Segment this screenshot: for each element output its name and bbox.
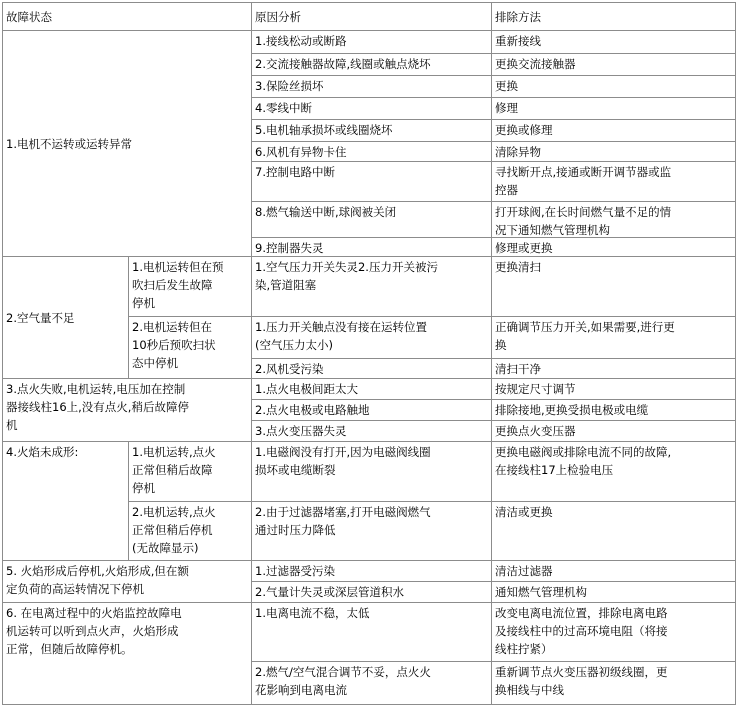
cause-text: 2.点火电极或电路触地: [255, 403, 370, 417]
symptom-cell: [2, 602, 252, 705]
remedy-cell: [491, 75, 736, 98]
remedy-text: 重新调节点火变压器初级线圈，更 换相线与中线: [495, 665, 668, 697]
cause-cell: [251, 378, 492, 400]
remedy-text: 修理: [495, 101, 518, 115]
symptom-cell: [2, 256, 129, 379]
remedy-text: 排除接地,更换受损电极或电缆: [495, 403, 649, 417]
sub-symptom-cell: [128, 316, 252, 379]
cause-text: 1.接线松动或断路: [255, 34, 347, 48]
cause-text: 3.点火变压器失灵: [255, 424, 347, 438]
cause-text: 2.由于过滤器堵塞,打开电磁阀燃气 通过时压力降低: [255, 505, 431, 537]
header-fault-state-text: 故障状态: [6, 9, 52, 24]
remedy-text: 更换清扫: [495, 260, 541, 274]
remedy-cell: [491, 602, 736, 662]
remedy-cell: [491, 201, 736, 238]
sub-symptom-cell: [128, 441, 252, 502]
cause-text: 2.燃气/空气混合调节不妥，点火火 花影响到电离电流: [255, 665, 431, 697]
sub-symptom-text: 2.电机运转但在 10秒后预吹扫状 态中停机: [132, 320, 216, 370]
remedy-cell: [491, 161, 736, 202]
cause-text: 6.风机有异物卡住: [255, 145, 347, 159]
symptom-text: 3.点火失败,电机运转,电压加在控制 器接线柱16上,没有点火,稍后故障停 机: [6, 382, 189, 432]
cause-cell: [251, 661, 492, 705]
cause-cell: [251, 201, 492, 238]
symptom-text: 4.火焰未成形:: [6, 445, 79, 459]
remedy-text: 打开球阀,在长时间燃气量不足的情 况下通知燃气管理机构: [495, 205, 672, 237]
cause-cell: [251, 560, 492, 582]
remedy-text: 清洁或更换: [495, 505, 553, 519]
troubleshooting-table: [2, 2, 736, 705]
cause-text: 3.保险丝损坏: [255, 79, 324, 93]
remedy-cell: [491, 30, 736, 54]
remedy-cell: [491, 661, 736, 705]
remedy-cell: [491, 581, 736, 603]
cause-text: 1.电离电流不稳，太低: [255, 606, 370, 620]
remedy-cell: [491, 119, 736, 142]
cause-text: 7.控制电路中断: [255, 165, 335, 179]
cause-text: 2.交流接触器故障,线圈或触点烧坏: [255, 57, 431, 71]
cause-cell: [251, 75, 492, 98]
cause-cell: [251, 119, 492, 142]
symptom-cell: [2, 560, 252, 603]
remedy-cell: [491, 399, 736, 421]
sub-symptom-text: 1.电机运转,点火 正常但稍后故障 停机: [132, 445, 216, 495]
remedy-text: 清洁过滤器: [495, 564, 553, 578]
cause-text: 1.空气压力开关失灵2.压力开关被污 染,管道阻塞: [255, 260, 438, 292]
sub-symptom-text: 2.电机运转,点火 正常但稍后停机 (无故障显示): [132, 505, 216, 555]
header-remedy-text: 排除方法: [495, 9, 541, 24]
header-fault-state: [2, 2, 252, 31]
remedy-cell: [491, 358, 736, 379]
symptom-cell: [2, 30, 252, 257]
symptom-text: 5. 火焰形成后停机,火焰形成,但在额 定负荷的高运转情况下停机: [6, 564, 189, 596]
remedy-cell: [491, 256, 736, 317]
remedy-cell: [491, 378, 736, 400]
cause-text: 1.点火电极间距太大: [255, 382, 358, 396]
cause-cell: [251, 358, 492, 379]
cause-text: 5.电机轴承损坏或线圈烧坏: [255, 123, 393, 137]
sub-symptom-cell: [128, 256, 252, 317]
remedy-text: 正确调节压力开关,如果需要,进行更 换: [495, 320, 675, 352]
remedy-cell: [491, 560, 736, 582]
cause-text: 1.过滤器受污染: [255, 564, 335, 578]
symptom-cell: [2, 441, 129, 561]
cause-cell: [251, 316, 492, 359]
cause-cell: [251, 237, 492, 257]
remedy-text: 按规定尺寸调节: [495, 382, 576, 396]
header-cause: [251, 2, 492, 31]
remedy-text: 改变电离电流位置，排除电离电路 及接线柱中的过高环境电阻（将接 线柱拧紧）: [495, 606, 668, 656]
remedy-text: 更换交流接触器: [495, 57, 576, 71]
cause-cell: [251, 141, 492, 162]
cause-text: 2.风机受污染: [255, 362, 324, 376]
remedy-text: 更换点火变压器: [495, 424, 576, 438]
remedy-cell: [491, 141, 736, 162]
remedy-text: 重新接线: [495, 34, 541, 48]
sub-symptom-cell: [128, 501, 252, 561]
symptom-text: 1.电机不运转或运转异常: [6, 136, 132, 151]
cause-text: 2.气量计失灵或深层管道积水: [255, 585, 404, 599]
cause-text: 1.压力开关触点没有接在运转位置 (空气压力太小): [255, 320, 427, 352]
remedy-text: 清扫干净: [495, 362, 541, 376]
remedy-text: 更换: [495, 79, 518, 93]
cause-text: 4.零线中断: [255, 101, 312, 115]
header-remedy: [491, 2, 736, 31]
symptom-text: 6. 在电离过程中的火焰监控故障电 机运转可以听到点火声，火焰形成 正常，但随后故障停机。: [6, 606, 182, 656]
cause-text: 1.电磁阀没有打开,因为电磁阀线圈 损坏或电缆断裂: [255, 445, 431, 477]
remedy-cell: [491, 53, 736, 76]
cause-cell: [251, 53, 492, 76]
remedy-cell: [491, 501, 736, 561]
cause-cell: [251, 97, 492, 120]
remedy-cell: [491, 97, 736, 120]
symptom-text: 2.空气量不足: [6, 310, 75, 325]
header-cause-text: 原因分析: [255, 9, 301, 24]
remedy-text: 更换电磁阀或排除电流不同的故障, 在接线柱17上检验电压: [495, 445, 672, 477]
remedy-cell: [491, 420, 736, 442]
cause-text: 9.控制器失灵: [255, 241, 324, 255]
remedy-text: 通知燃气管理机构: [495, 585, 587, 599]
cause-cell: [251, 30, 492, 54]
sub-symptom-text: 1.电机运转但在预 吹扫后发生故障 停机: [132, 260, 224, 310]
cause-cell: [251, 581, 492, 603]
cause-cell: [251, 501, 492, 561]
cause-text: 8.燃气输送中断,球阀被关闭: [255, 205, 397, 219]
cause-cell: [251, 602, 492, 662]
cause-cell: [251, 161, 492, 202]
remedy-text: 清除异物: [495, 145, 541, 159]
remedy-text: 寻找断开点,接通或断开调节器或监 控器: [495, 165, 672, 197]
cause-cell: [251, 420, 492, 442]
remedy-text: 修理或更换: [495, 241, 553, 255]
remedy-cell: [491, 316, 736, 359]
remedy-cell: [491, 441, 736, 502]
symptom-cell: [2, 378, 252, 442]
remedy-cell: [491, 237, 736, 257]
cause-cell: [251, 256, 492, 317]
cause-cell: [251, 441, 492, 502]
remedy-text: 更换或修理: [495, 123, 553, 137]
cause-cell: [251, 399, 492, 421]
